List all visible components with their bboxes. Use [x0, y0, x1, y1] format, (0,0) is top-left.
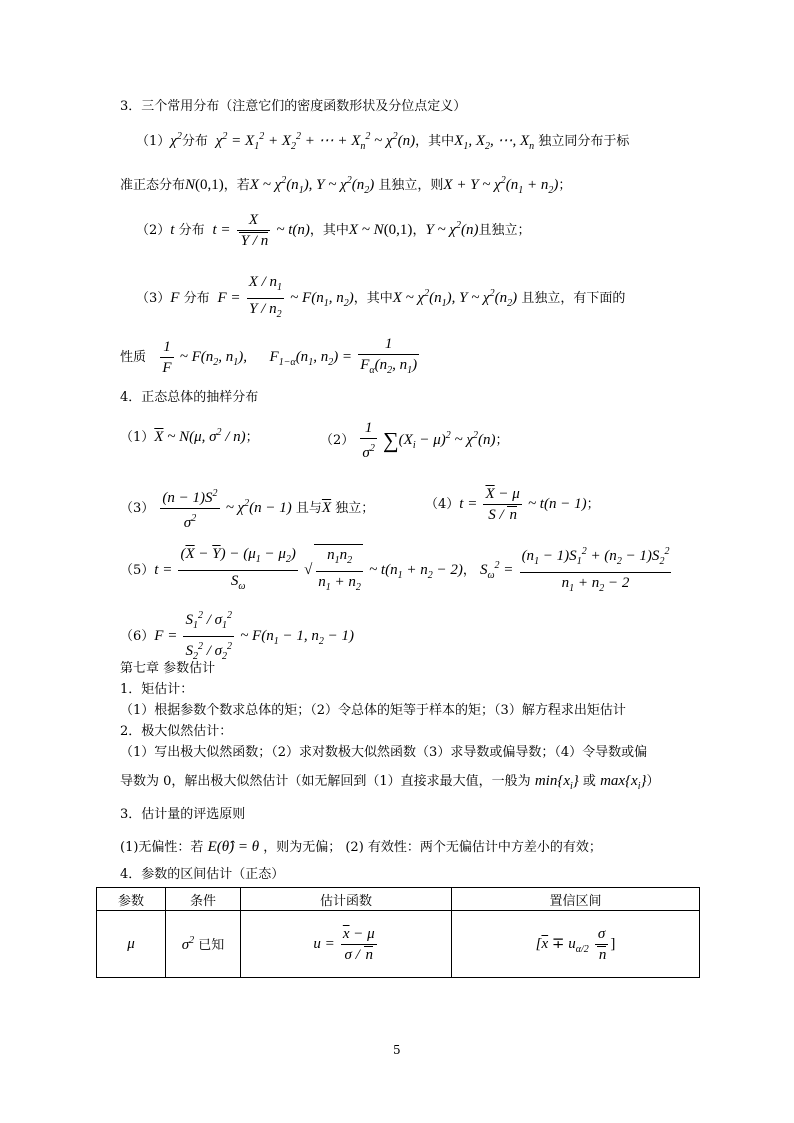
table-header-row [97, 888, 700, 911]
sampling-line-3: （3） $\frac{(n - 1)S^2}{\sigma^2}$ ~ $\chi^2(n - 1)$ 且与$\overline{X}$ 独立； [120, 484, 374, 533]
mle-text-2: 导数为 0，解出极大似然估计（如无解回到（1）直接求最大值，一般为 $\min\{x_i\}$ 或 $\max\{x_i\}$） [120, 773, 660, 792]
header-confidence-interval: 置信区间 [452, 888, 700, 911]
chi-square-line-2: 准正态分布N(0,1)，若X ~ $\chi^2(n_1)$, Y ~ $\chi^2(n_2)$ 且独立，则X + Y ~ $\chi^2(n_1 + n_2)$； [120, 175, 572, 196]
f-property-line: 性质 $\frac{1}{F}$ ~ $F(n_2$, $n_1$), $F_{1-\alpha}(n_1$, $n_2$) = $\frac{1}{F_\alpha(n_2, n_1)}$ [120, 336, 418, 376]
sampling-line-4: （4）t = $\frac{\overline{X} - \mu}{S / n}$ ~ t(n − 1)； [425, 486, 600, 523]
moment-title: 1．矩估计： [120, 682, 194, 697]
cell-condition: $\sigma^2$ 已知 [166, 911, 241, 978]
section-3-title: 3．三个常用分布（注意它们的密度函数形状及分位点定义） [120, 99, 467, 114]
cell-estimation-function: u = $\frac{\overline{x} - \mu}{\sigma / n}$ [241, 911, 452, 978]
sampling-line-6: （6）F = $\frac{S_1^2 / \sigma_1^2}{S_2^2 / \sigma_2^2}$ ~ $F(n_1 - 1$, $n_2 - 1$) [120, 606, 354, 667]
chi-square-line-1: $(1)\chi^2$分布 $\chi^2 = X_1^2 + X_2^2$ + ⋯ + $X_n^2$ ~ $\chi^2(n)$，其中$X_1$, $X_2$, ⋯, $X_n$ 独立同分布于标 [136, 131, 630, 152]
mle-title: 2．极大似然估计： [120, 724, 233, 739]
criteria-title: 3．估计量的评选原则 [120, 807, 246, 822]
header-condition: 条件 [166, 888, 241, 911]
interval-table [96, 887, 700, 978]
sampling-line-2: （2） $\frac{1}{\sigma^2}$ $\sum(X_i - \mu)^2$ ~ $\chi^2(n)$； [320, 420, 509, 461]
header-estimation-function: 估计函数 [241, 888, 452, 911]
cell-confidence-interval: [$\overline{x} \mp u_{\alpha/2}$ $\frac{\sigma}{n}$ ] [452, 911, 700, 978]
sampling-line-5: （5）t = $\frac{(\overline{X} - \overline{Y}) - (\mu_1 - \mu_2)}{S_\omega}$ √ $\frac{n_1n_2}{n_1 + n_2}$ ~ $t(n_1 + n_2 - 2)$， $S_\omega^2$ = $\frac{(n_1 - 1)S_1^2 + (n_2 - 1)S_2^2}{n_1 + n_2 - 2}$ [120, 542, 673, 599]
moment-text: （1）根据参数个数求总体的矩；（2）令总体的矩等于样本的矩；（3）解方程求出矩估计 [120, 703, 626, 718]
header-parameter: 参数 [97, 888, 166, 911]
page-number: 5 [393, 1043, 401, 1057]
mle-text-1: （1）写出极大似然函数；（2）求对数极大似然函数（3）求导数或偏导数；（4）令导数或偏 [120, 745, 648, 760]
t-distribution-line: （2）t 分布 t = $\frac{X}{Y / n}$ ~ t(n)，其中X ~ N(0,1)，Y ~ $\chi^2(n)$且独立； [136, 212, 531, 249]
sampling-line-1: $(1)\overline{X}$ ~ N(μ, $\sigma^2 / n$)； [120, 427, 259, 445]
cell-parameter: μ [97, 911, 166, 978]
chapter-7-title: 第七章 参数估计 [120, 661, 216, 676]
interval-title: 4．参数的区间估计（正态） [120, 867, 285, 882]
f-distribution-line: （3）F 分布 F = $\frac{X / n_1}{Y / n_2}$ ~ $F(n_1$, $n_2$)，其中X ~ $\chi^2(n_1)$, Y ~ $\chi^2(n_2)$ 且独立，有下面的 [136, 274, 626, 320]
criteria-text: (1)无偏性：若 E(θ̂) = θ ，则为无偏； (2) 有效性：两个无偏估计中方差小的有效； [120, 839, 602, 855]
section-4-title: 4．正态总体的抽样分布 [120, 390, 259, 405]
table-row [97, 911, 700, 978]
